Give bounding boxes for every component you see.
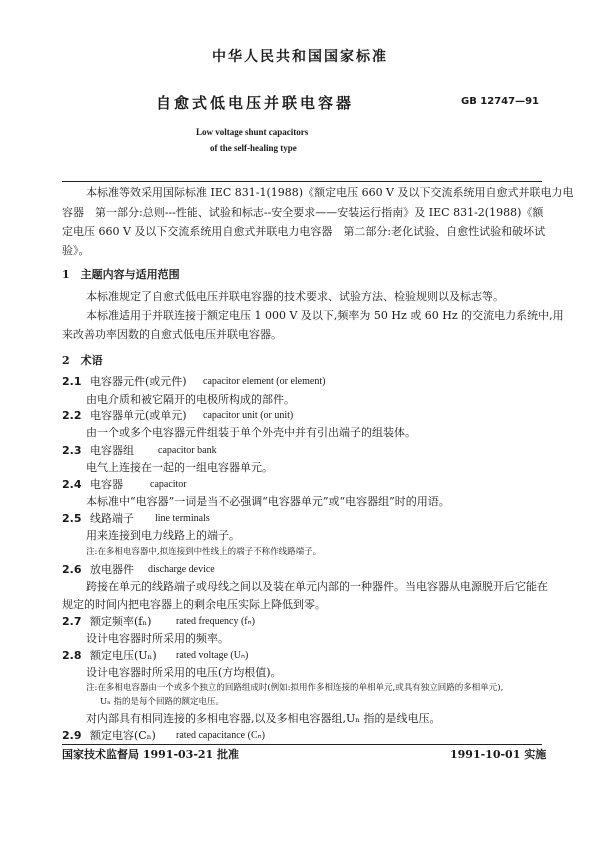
term-description: 规定的时间内把电容器上的剩余电压实际上降低到零。 xyxy=(62,598,326,611)
term-number: 2.6 xyxy=(62,563,82,576)
term-number: 2.1 xyxy=(62,375,82,388)
term-number: 2.5 xyxy=(62,512,82,525)
header-divider xyxy=(62,181,542,182)
term-name-en: rated capacitance (Cₙ) xyxy=(176,730,265,741)
approval-date: 国家技术监督局 1991-03-21 批准 xyxy=(62,748,240,761)
term-name-en: discharge device xyxy=(148,564,215,575)
footer-divider xyxy=(62,744,542,745)
term-name-en: capacitor bank xyxy=(158,445,217,456)
term-note: Uₙ 指的是每个回路的额定电压。 xyxy=(100,697,225,707)
term-description: 对内部具有相同连接的多相电容器,以及多相电容器组,Uₙ 指的是线电压。 xyxy=(86,712,441,725)
term-name-cn: 额定频率(fₙ) xyxy=(90,615,152,628)
document-title: 自愈式低电压并联电容器 xyxy=(156,94,355,112)
term-description: 由一个或多个电容器元件组装于单个外壳中并有引出端子的组装体。 xyxy=(86,426,416,439)
term-description: 用来连接到电力线路上的端子。 xyxy=(86,529,240,542)
term-number: 2.2 xyxy=(62,409,82,422)
term-name-en: capacitor unit (or unit) xyxy=(203,410,294,421)
term-description: 设计电容器时所采用的电压(方均根值)。 xyxy=(86,666,282,679)
intro-line: 定电压 660 V 及以下交流系统用自愈式并联电力电容器 第二部分:老化试验、自愈性试验和破坏试 xyxy=(62,225,546,238)
term-name-cn: 线路端子 xyxy=(90,512,134,525)
term-name-en: capacitor xyxy=(150,479,187,490)
term-name-en: capacitor element (or element) xyxy=(203,376,326,387)
term-name-cn: 电容器 xyxy=(90,478,123,491)
section-1-paragraph: 来改善功率因数的自愈式低电压并联电容器。 xyxy=(62,328,282,341)
term-number: 2.8 xyxy=(62,649,82,662)
english-title-line2: of the self-healing type xyxy=(210,143,297,153)
term-name-cn: 额定电容(Cₙ) xyxy=(90,729,156,742)
term-name-cn: 电容器组 xyxy=(90,444,134,457)
section-1-title: 1 主题内容与适用范围 xyxy=(62,268,180,281)
term-description: 电气上连接在一起的一组电容器单元。 xyxy=(86,461,273,474)
term-note: 注:在多相电容器由一个或多个独立的回路组成时(例如:拟用作多相连接的单相单元,或具有独立回路的多相单元), xyxy=(86,683,504,693)
english-title-line1: Low voltage shunt capacitors xyxy=(196,127,309,137)
term-name-cn: 电容器元件(或元件) xyxy=(90,375,187,388)
term-name-cn: 放电器件 xyxy=(90,563,134,576)
intro-line: 验》。 xyxy=(62,244,90,257)
standard-number: GB 12747—91 xyxy=(461,96,540,107)
term-name-cn: 电容器单元(或单元) xyxy=(90,409,187,422)
term-number: 2.3 xyxy=(62,444,82,457)
national-standard-heading: 中华人民共和国国家标准 xyxy=(212,49,388,65)
term-description: 本标准中“电容器”一词是当不必强调“电容器单元”或“电容器组”时的用语。 xyxy=(86,495,450,508)
term-description: 由电介质和被它隔开的电极所构成的部件。 xyxy=(86,393,295,406)
section-1-paragraph: 本标准规定了自愈式低电压并联电容器的技术要求、试验方法、检验规则以及标志等。 xyxy=(86,290,504,303)
term-note: 注:在多相电容器中,拟连接到中性线上的端子不称作线路端子。 xyxy=(86,547,322,557)
intro-line: 本标准等效采用国际标准 IEC 831-1(1988)《额定电压 660 V 及以下交流系统用自愈式并联电力电 xyxy=(86,186,574,199)
term-name-en: rated voltage (Uₙ) xyxy=(176,650,249,661)
term-description: 设计电容器时所采用的频率。 xyxy=(86,632,229,645)
term-description: 跨接在单元的线路端子或母线之间以及装在单元内部的一种器件。当电容器从电源脱开后它能在 xyxy=(86,580,548,593)
term-name-cn: 额定电压(Uₙ) xyxy=(90,649,157,662)
term-number: 2.9 xyxy=(62,729,82,742)
term-name-en: line terminals xyxy=(155,513,210,524)
intro-line: 容器 第一部分:总则---性能、试验和标志--安全要求——安装运行指南》及 IEC 831-2(1988)《额 xyxy=(62,206,544,219)
term-number: 2.7 xyxy=(62,615,82,628)
section-1-paragraph: 本标准适用于并联连接于额定电压 1 000 V 及以下,频率为 50 Hz 或 60 Hz 的交流电力系统中,用 xyxy=(86,309,564,322)
section-2-title: 2 术语 xyxy=(62,354,103,367)
term-name-en: rated frequency (fₙ) xyxy=(176,616,255,627)
effective-date: 1991-10-01 实施 xyxy=(450,748,547,761)
term-number: 2.4 xyxy=(62,478,82,491)
